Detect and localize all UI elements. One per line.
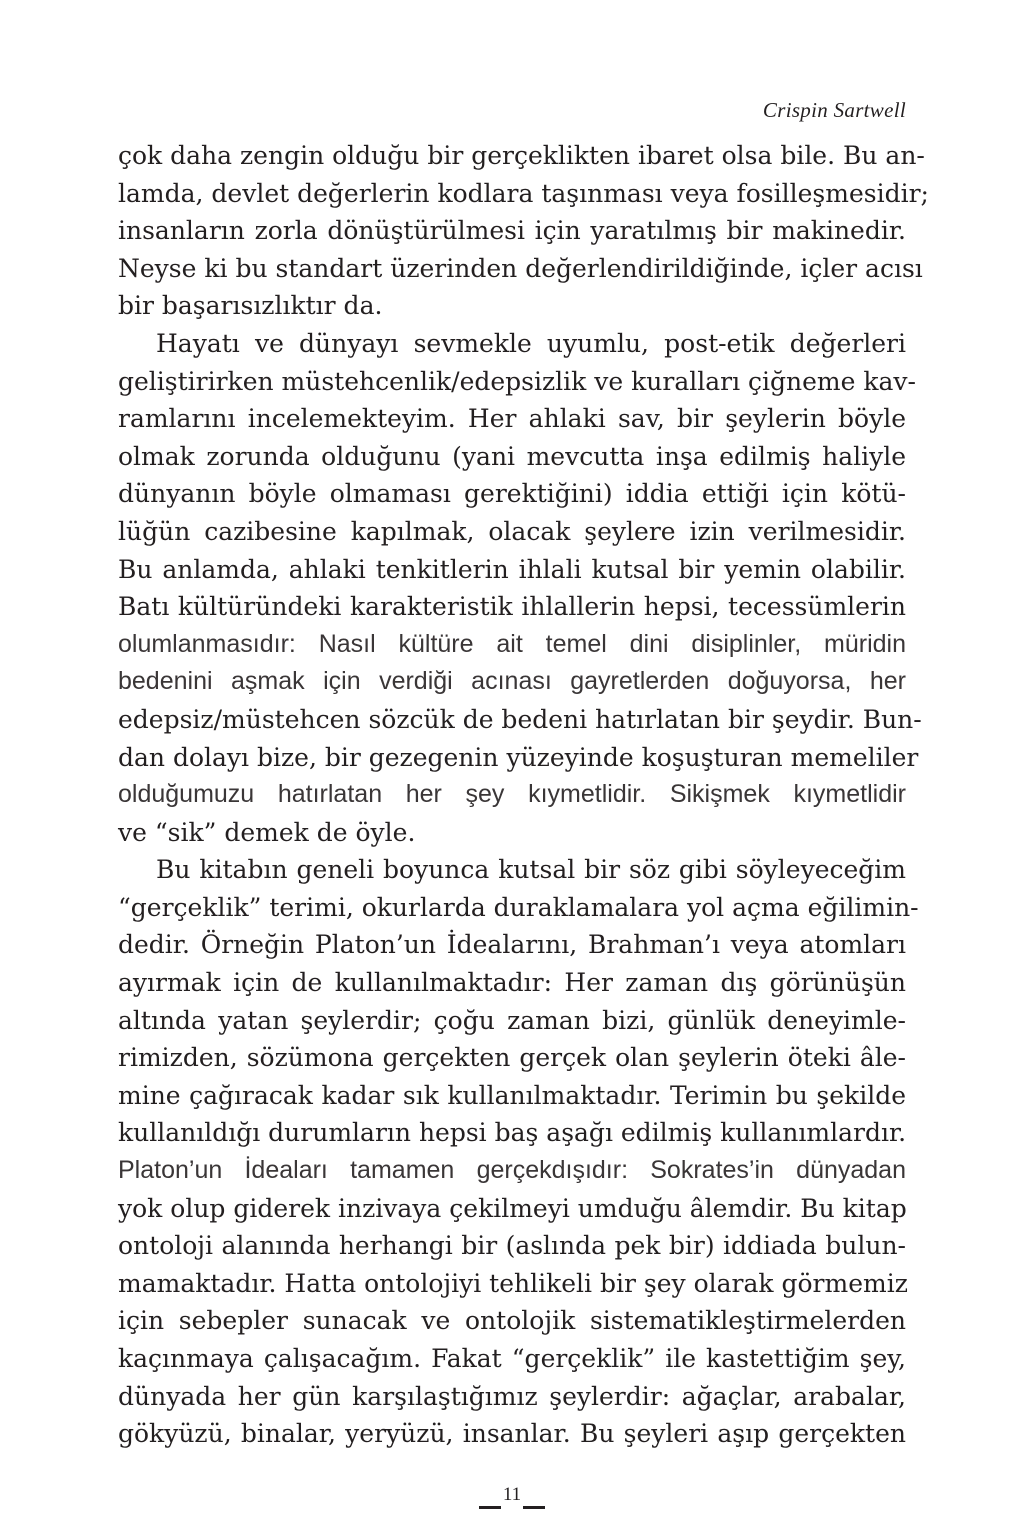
text-line: ontoloji alanında herhangi bir (aslında pek bir) iddiada bulun-: [118, 1231, 906, 1261]
text-line: çok daha zengin olduğu bir gerçeklikten ibaret olsa bile. Bu an-: [118, 141, 925, 170]
text-line: gökyüzü, binalar, yeryüzü, insanlar. Bu şeyleri aşıp gerçekten: [118, 1419, 906, 1449]
text-line: kullanıldığı durumların hepsi baş aşağı edilmiş kullanımlardır.: [118, 1118, 907, 1148]
text-line: dedir. Örneğin Platon’un İdealarını, Brahman’ı veya atomları: [118, 930, 906, 960]
text-line: Batı kültüründeki karakteristik ihlallerin hepsi, tecessümlerin: [118, 592, 906, 622]
text-line: “gerçeklik” terimi, okurlarda duraklamalara yol açma eğilimin-: [118, 892, 919, 922]
text-line: Bu kitabın geneli boyunca kutsal bir söz gibi söyleyeceğim: [156, 855, 906, 885]
text-line: dan dolayı bize, bir gezegenin yüzeyinde koşuşturan memeliler: [118, 742, 919, 772]
text-line: kaçınmaya çalışacağım. Fakat “gerçeklik” ile kastettiğim şey,: [118, 1344, 906, 1373]
text-line: dünyanın böyle olmaması gerektiğini) iddia ettiği için kötü-: [118, 479, 906, 509]
folio-rule-left: [479, 1506, 501, 1509]
folio: [481, 1484, 543, 1506]
text-line: Neyse ki bu standart üzerinden değerlendirildiğinde, içler acısı: [118, 253, 923, 283]
text-line: bir başarısızlıktır da.: [118, 291, 383, 321]
text-line: Platon’un İdeaları tamamen gerçekdışıdır: Sokrates’in dünyadan: [118, 1156, 906, 1185]
text-line: ramlarını incelemekteyim. Her ahlaki sav, bir şeylerin böyle: [118, 404, 906, 434]
text-line: ve “sik” demek de öyle.: [118, 817, 416, 847]
text-line: insanların zorla dönüştürülmesi için yaratılmış bir makinedir.: [118, 216, 906, 246]
text-line: dünyada her gün karşılaştığımız şeylerdir: ağaçlar, arabalar,: [118, 1381, 906, 1411]
text-line: lüğün cazibesine kapılmak, olacak şeylere izin verilmesidir.: [118, 516, 906, 546]
text-line: yok olup giderek inzivaya çekilmeyi umduğu âlemdir. Bu kitap: [118, 1193, 907, 1223]
text-line: geliştirirken müstehcenlik/edepsizlik ve kuralları çiğneme kav-: [118, 366, 916, 396]
text-line: Bu anlamda, ahlaki tenkitlerin ihlali kutsal bir yemin olabilir.: [118, 554, 906, 584]
text-line: mamaktadır. Hatta ontolojiyi tehlikeli bir şey olarak görmemiz: [118, 1268, 908, 1298]
text-line: olmak zorunda olduğunu (yani mevcutta inşa edilmiş haliyle: [118, 441, 906, 471]
page-number: 11: [502, 1484, 522, 1505]
text-line: rimizden, sözümona gerçekten gerçek olan şeylerin öteki âle-: [118, 1043, 906, 1073]
text-line: bedenini aşmak için verdiği acınası gayretlerden doğuyorsa, her: [118, 667, 906, 696]
folio-rule-right: [523, 1506, 545, 1509]
text-line: Hayatı ve dünyayı sevmekle uyumlu, post-etik değerleri: [156, 328, 906, 358]
text-line: için sebepler sunacak ve ontolojik sistematikleştirmelerden: [118, 1306, 906, 1336]
text-line: edepsiz/müstehcen sözcük de bedeni hatırlatan bir şeydir. Bun-: [118, 704, 922, 734]
text-line: ayırmak için de kullanılmaktadır: Her zaman dış görünüşün: [118, 968, 906, 998]
running-header-author: Crispin Sartwell: [762, 98, 906, 122]
text-line: lamda, devlet değerlerin kodlara taşınması veya fosilleşmesidir;: [118, 178, 929, 208]
body-text: [118, 137, 929, 1453]
text-line: olduğumuzu hatırlatan her şey kıymetlidir. Sikişmek kıymetlidir: [118, 780, 906, 809]
text-line: mine çağıracak kadar sık kullanılmaktadır. Terimin bu şekilde: [118, 1080, 906, 1110]
page-footer: [0, 1484, 1024, 1506]
text-line: altında yatan şeylerdir; çoğu zaman bizi, günlük deneyimle-: [118, 1005, 906, 1035]
text-line: olumlanmasıdır: Nasıl kültüre ait temel dini disiplinler, müridin: [118, 629, 906, 658]
